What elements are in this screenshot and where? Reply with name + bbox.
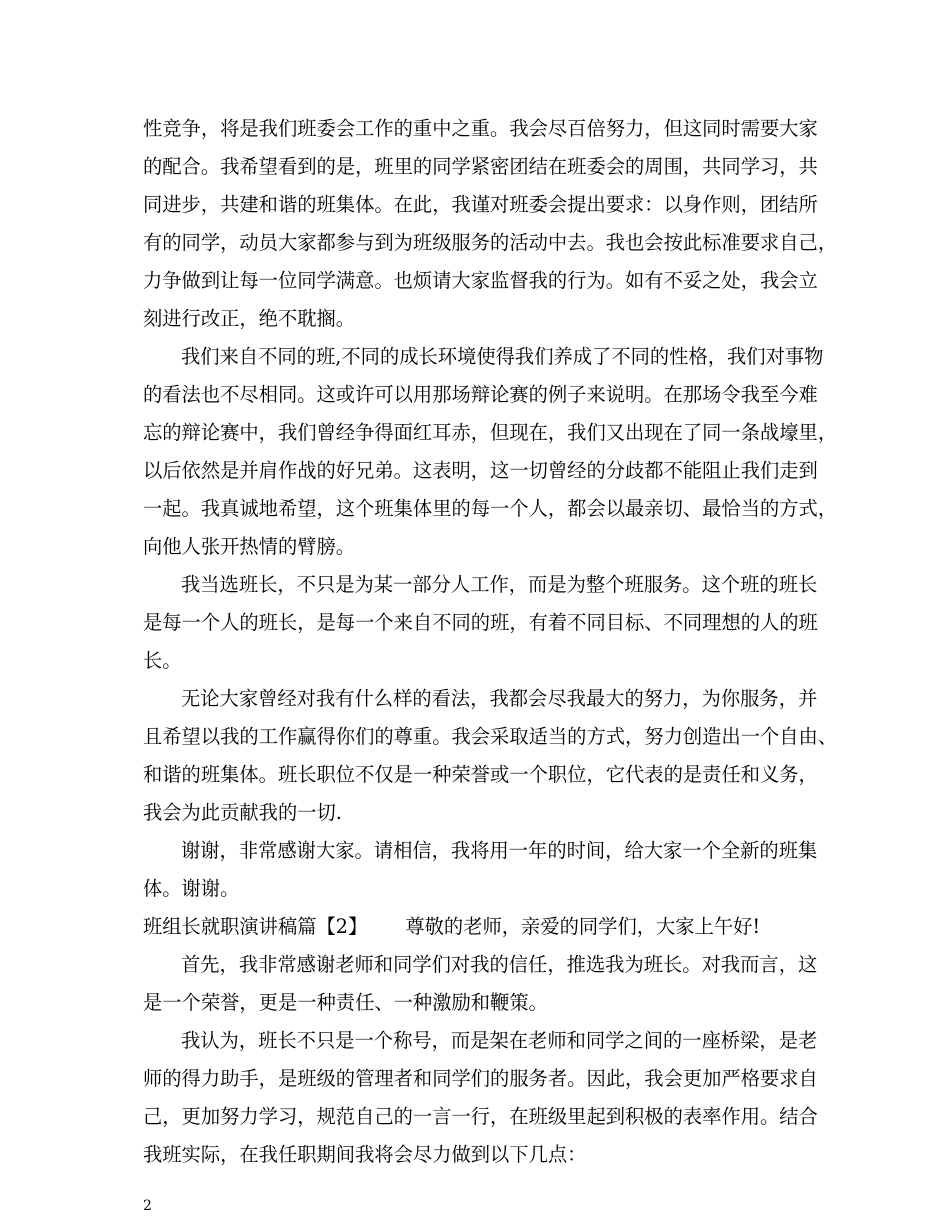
greeting-text: 尊敬的老师，亲爱的同学们，大家上午好!: [405, 915, 761, 938]
paragraph-line: 一起。我真诚地希望，这个班集体里的每一个人，都会以最亲切、最恰当的方式，: [143, 497, 838, 520]
paragraph-line: 是每一个人的班长，是每一个来自不同的班，有着不同目标、不同理想的人的班: [143, 611, 818, 634]
paragraph-line: 力争做到让每一位同学满意。也烦请大家监督我的行为。如有不妥之处，我会立: [143, 269, 818, 292]
paragraph-line: 我会为此贡献我的一切.: [143, 801, 342, 824]
paragraph-line: 是一个荣誉，更是一种责任、一种激励和鞭策。: [143, 991, 548, 1014]
paragraph-line: 向他人张开热情的臂膀。: [143, 535, 356, 558]
page-number: 2: [143, 1198, 152, 1214]
paragraph-line: 长。: [143, 649, 182, 672]
paragraph-line: 的看法也不尽相同。这或许可以用那场辩论赛的例子来说明。在那场令我至今难: [143, 383, 818, 406]
paragraph-line: 刻进行改正，绝不耽搁。: [143, 307, 356, 330]
paragraph-line: 体。谢谢。: [143, 877, 240, 900]
paragraph-line: 我们来自不同的班,不同的成长环境使得我们养成了不同的性格，我们对事物: [181, 345, 824, 368]
paragraph-line: 谢谢，非常感谢大家。请相信，我将用一年的时间，给大家一个全新的班集: [181, 839, 818, 862]
paragraph-line: 忘的辩论赛中，我们曾经争得面红耳赤，但现在，我们又出现在了同一条战壕里，: [143, 421, 838, 444]
paragraph-line: 我班实际，在我任职期间我将会尽力做到以下几点：: [143, 1143, 587, 1166]
paragraph-line: 和谐的班集体。班长职位不仅是一种荣誉或一个职位，它代表的是责任和义务，: [143, 763, 818, 786]
paragraph-line: 且希望以我的工作赢得你们的尊重。我会采取适当的方式，努力创造出一个自由、: [143, 725, 838, 748]
paragraph-line: 己，更加努力学习，规范自己的一言一行，在班级里起到积极的表率作用。结合: [143, 1105, 818, 1128]
paragraph-line: 我当选班长，不只是为某一部分人工作，而是为整个班服务。这个班的班长: [181, 573, 818, 596]
paragraph-line: 以后依然是并肩作战的好兄弟。这表明，这一切曾经的分歧都不能阻止我们走到: [143, 459, 818, 482]
paragraph-line: 师的得力助手，是班级的管理者和同学们的服务者。因此，我会更加严格要求自: [143, 1067, 818, 1090]
paragraph-line: 我认为，班长不只是一个称号，而是架在老师和同学之间的一座桥梁，是老: [181, 1029, 818, 1052]
section-title: 班组长就职演讲稿篇【2】: [143, 915, 368, 938]
paragraph-line: 有的同学，动员大家都参与到为班级服务的活动中去。我也会按此标准要求自己，: [143, 231, 838, 254]
paragraph-line: 无论大家曾经对我有什么样的看法，我都会尽我最大的努力，为你服务，并: [181, 687, 818, 710]
paragraph-line: 的配合。我希望看到的是，班里的同学紧密团结在班委会的周围，共同学习，共: [143, 155, 818, 178]
section-heading: [143, 912, 760, 942]
paragraph-line: 性竞争，将是我们班委会工作的重中之重。我会尽百倍努力，但这同时需要大家: [143, 117, 818, 140]
paragraph-line: 同进步，共建和谐的班集体。在此，我谨对班委会提出要求：以身作则，团结所: [143, 193, 818, 216]
paragraph-line: 首先，我非常感谢老师和同学们对我的信任，推选我为班长。对我而言，这: [181, 953, 818, 976]
